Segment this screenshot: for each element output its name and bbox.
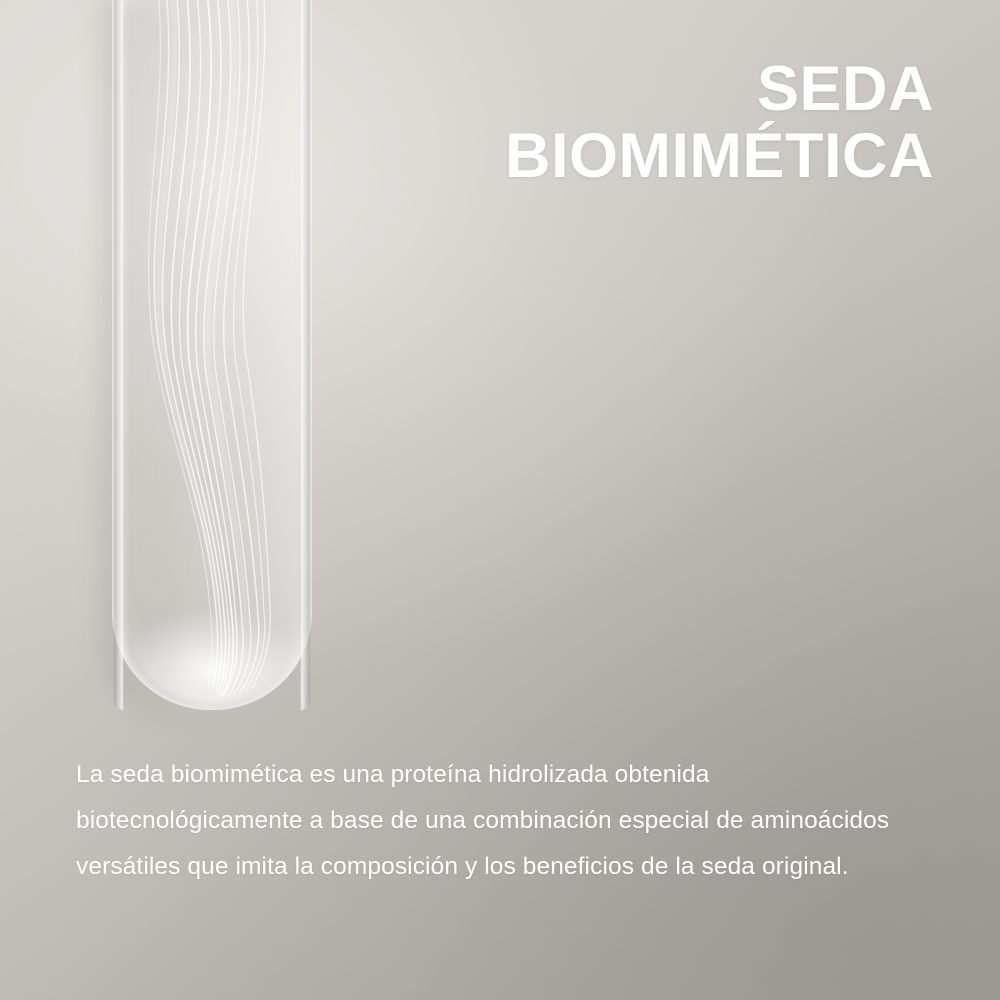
description-text [76, 752, 928, 889]
description-paragraph: La seda biomimética es una proteína hidrolizada obtenida biotecnológicamente a base de una combinación especial de aminoácidos versátiles que imita la composición y los beneficios de la seda original. [76, 761, 890, 880]
headline-line-2: BIOMIMÉTICA [505, 120, 934, 191]
headline [505, 56, 934, 190]
test-tube [112, 0, 312, 710]
test-tube-edge-left [114, 0, 123, 710]
headline-line-1: SEDA [756, 54, 934, 124]
test-tube-edge-right [301, 0, 310, 710]
